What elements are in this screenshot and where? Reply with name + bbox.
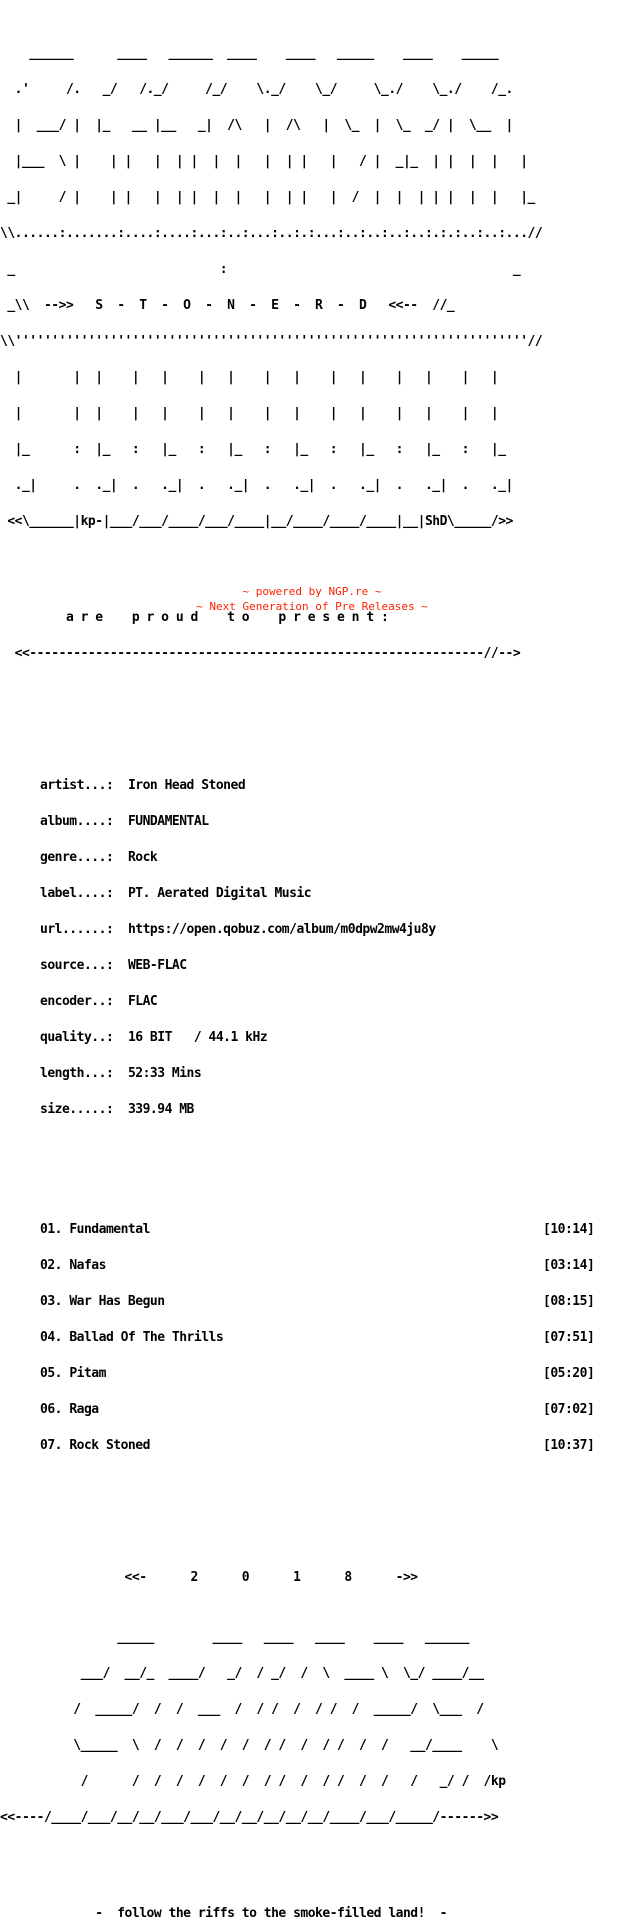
track-row — [0, 1260, 624, 1272]
info-key: source...: — [40, 958, 114, 973]
track-title: War Has Begun — [69, 1294, 165, 1309]
bottom-art-line: _____ ____ ____ ____ ____ ______ — [0, 1630, 513, 1645]
header-art-line: ______ ____ ______ ____ ____ _____ ____ _____ — [0, 46, 528, 61]
year-line: <<- 2 0 1 8 ->> — [0, 1570, 418, 1585]
header-art-line: _| / | | | | | | | | | | | | / | | | | | | | |_ — [0, 190, 543, 205]
track-duration: [07:51] — [543, 1330, 595, 1345]
track-row — [0, 1368, 624, 1380]
bottom-art-line: \_____ \ / / / / / / / / / / / / __/____ \ — [0, 1738, 513, 1753]
track-title: Nafas — [69, 1258, 106, 1273]
info-key: quality..: — [40, 1030, 114, 1045]
header-art-line: ._| . ._| . ._| . ._| . ._| . ._| . ._| . ._| — [0, 478, 528, 493]
info-row — [0, 924, 624, 936]
info-row — [0, 780, 624, 792]
track-number: 05. — [40, 1366, 62, 1381]
info-value: 339.94 MB — [127, 1102, 194, 1117]
tracklist — [0, 1200, 624, 1476]
info-row — [0, 1068, 624, 1080]
info-key: length...: — [40, 1066, 114, 1081]
info-row — [0, 996, 624, 1008]
track-title: Ballad Of The Thrills — [69, 1330, 224, 1345]
header-art-line: .' /. _/ /._/ /_/ \._/ \_/ \_./ \_./ /_. — [0, 82, 528, 97]
info-row — [0, 960, 624, 972]
info-value: Rock — [127, 850, 158, 865]
info-value: WEB-FLAC — [127, 958, 187, 973]
header-art-line: _\\ -->> S - T - O - N - E - R - D <<-- //_ — [0, 298, 455, 313]
header-art-line: <<\______|kp-|___/___/____/___/____|__/____/____/____|__|ShD\_____/>> — [0, 514, 521, 529]
header-art-line: \\......:.......:....:....:...:..:...:..:.:...:..:..:..:..:.:.:..:..:...// — [0, 226, 543, 241]
track-title: Raga — [69, 1402, 99, 1417]
present-heading: a r e p r o u d t o p r e s e n t : — [0, 610, 389, 625]
info-key: label....: — [40, 886, 114, 901]
header-art-line: \\''''''''''''''''''''''''''''''''''''''''''''''''''''''''''''''''''''''// — [0, 334, 543, 349]
header-art-line: |_ : |_ : |_ : |_ : |_ : |_ : |_ : |_ — [0, 442, 528, 457]
info-value: FLAC — [127, 994, 158, 1009]
track-duration: [07:02] — [543, 1402, 595, 1417]
info-key: size.....: — [40, 1102, 114, 1117]
bottom-art-line: / _____/ / / ___ / / / / / / / _____/ \___ / — [0, 1702, 506, 1717]
bottom-art-line: <<----/____/___/__/__/___/___/__/__/__/__/__/____/___/_____/------>> — [0, 1810, 499, 1825]
info-row — [0, 888, 624, 900]
info-value: 16 BIT / 44.1 kHz — [127, 1030, 268, 1045]
tagline: - follow the riffs to the smoke-filled land! - — [0, 1906, 447, 1921]
bottom-art-line: ___/ __/_ ____/ _/ / _/ / \ ____ \ \_/ ____/__ — [0, 1666, 506, 1681]
footer-powered-by: ~ powered by NGP.re ~ — [242, 585, 382, 598]
header-art-line: | ___/ | |_ __ |__ _| /\ | /\ | \_ | \_ _/ | \__ | — [0, 118, 528, 133]
header-art-line: | | | | | | | | | | | | | | | — [0, 406, 528, 421]
track-title: Rock Stoned — [69, 1438, 150, 1453]
track-number: 02. — [40, 1258, 62, 1273]
info-value: Iron Head Stoned — [127, 778, 246, 793]
track-duration: [05:20] — [543, 1366, 595, 1381]
bottom-art — [0, 1608, 624, 1848]
header-art-line: | | | | | | | | | | | | | | | — [0, 370, 528, 385]
footer — [0, 584, 624, 614]
footer-slogan: ~ Next Generation of Pre Releases ~ — [196, 600, 428, 613]
track-number: 01. — [40, 1222, 62, 1237]
header-art — [0, 24, 624, 552]
header-art-line: |___ \ | | | | | | | | | | | | / | _|_ | | | | | — [0, 154, 543, 169]
info-row — [0, 1104, 624, 1116]
info-value: https://open.qobuz.com/album/m0dpw2mw4ju8y — [127, 922, 436, 937]
track-row — [0, 1440, 624, 1452]
info-key: album....: — [40, 814, 114, 829]
track-number: 03. — [40, 1294, 62, 1309]
track-number: 06. — [40, 1402, 62, 1417]
track-row — [0, 1332, 624, 1344]
info-value: PT. Aerated Digital Music — [127, 886, 312, 901]
info-value: 52:33 Mins — [127, 1066, 202, 1081]
info-key: url......: — [40, 922, 114, 937]
track-number: 04. — [40, 1330, 62, 1345]
info-value: FUNDAMENTAL — [127, 814, 209, 829]
track-duration: [10:14] — [543, 1222, 595, 1237]
track-row — [0, 1296, 624, 1308]
present-rule: <<--------------------------------------------------------------//--> — [0, 646, 521, 661]
info-row — [0, 852, 624, 864]
info-key: encoder..: — [40, 994, 114, 1009]
info-row — [0, 816, 624, 828]
track-number: 07. — [40, 1438, 62, 1453]
track-row — [0, 1224, 624, 1236]
track-duration: [10:37] — [543, 1438, 595, 1453]
track-row — [0, 1404, 624, 1416]
track-duration: [03:14] — [543, 1258, 595, 1273]
track-title: Fundamental — [69, 1222, 150, 1237]
release-info — [0, 756, 624, 1140]
info-key: genre....: — [40, 850, 114, 865]
info-key: artist...: — [40, 778, 114, 793]
track-title: Pitam — [69, 1366, 106, 1381]
bottom-art-line: / / / / / / / / / / / / / / / _/ / /kp — [0, 1774, 506, 1789]
track-duration: [08:15] — [543, 1294, 595, 1309]
header-art-line: _ : _ — [0, 262, 535, 277]
info-row — [0, 1032, 624, 1044]
